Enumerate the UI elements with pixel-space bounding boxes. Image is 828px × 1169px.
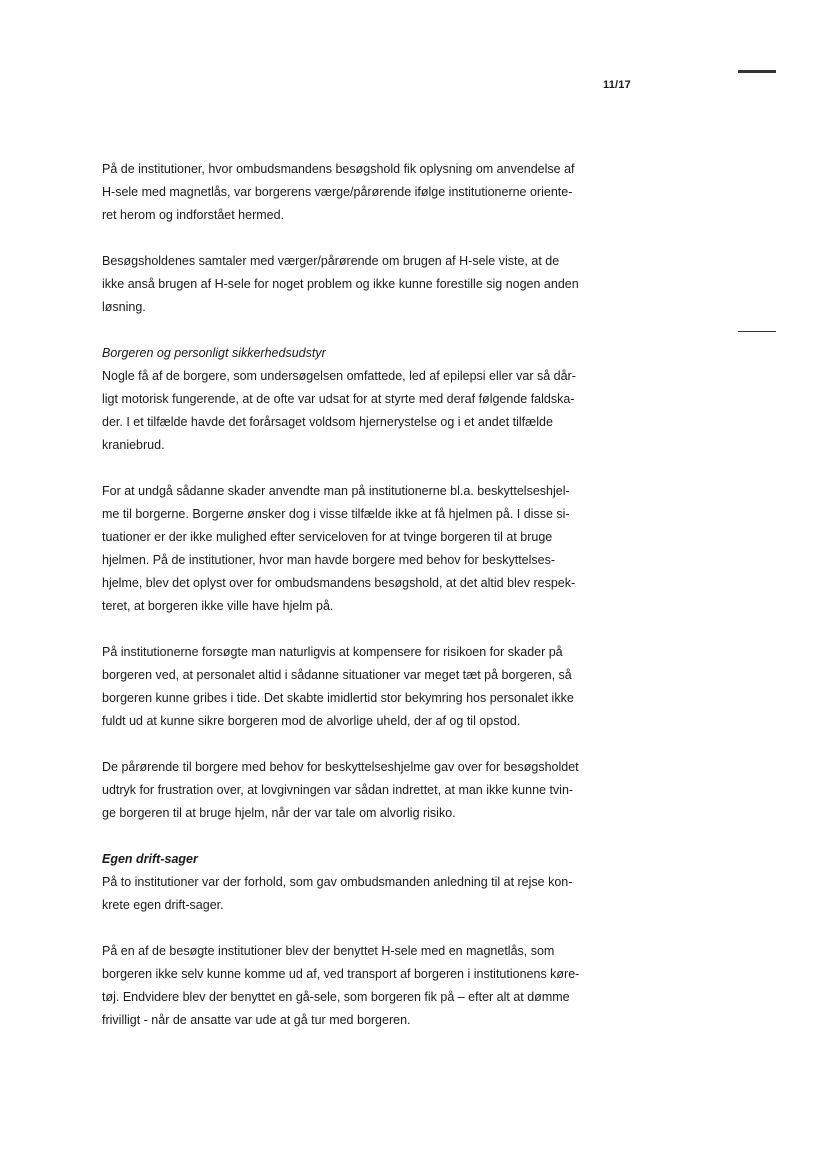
page-number: 11/17 bbox=[603, 79, 631, 91]
paragraph bbox=[102, 342, 614, 457]
margin-mark bbox=[738, 70, 776, 73]
paragraph bbox=[102, 756, 614, 825]
text-line: For at undgå sådanne skader anvendte man på institutionerne bl.a. beskyttelseshjel- bbox=[102, 484, 570, 498]
paragraph bbox=[102, 641, 614, 733]
text-line: ret herom og indforstået hermed. bbox=[102, 208, 285, 222]
text-line: tøj. Endvidere blev der benyttet en gå-sele, som borgeren fik på – efter alt at dømme bbox=[102, 990, 570, 1004]
margin-mark bbox=[738, 331, 776, 332]
text-line: hjelme, blev det oplyst over for ombudsmandens besøgshold, at det altid blev respek- bbox=[102, 576, 576, 590]
text-line: På en af de besøgte institutioner blev der benyttet H-sele med en magnetlås, som bbox=[102, 944, 555, 958]
text-line: løsning. bbox=[102, 300, 146, 314]
text-line: ligt motorisk fungerende, at de ofte var udsat for at styrte med deraf følgende faldska- bbox=[102, 392, 575, 406]
text-line: borgeren ved, at personalet altid i sådanne situationer var meget tæt på borgeren, så bbox=[102, 668, 572, 682]
paragraph bbox=[102, 480, 614, 618]
text-line: ikke anså brugen af H-sele for noget problem og ikke kunne forestille sig nogen anden bbox=[102, 277, 579, 291]
text-line: borgeren ikke selv kunne komme ud af, ved transport af borgeren i institutionens køre- bbox=[102, 967, 580, 981]
text-line: Nogle få af de borgere, som undersøgelsen omfattede, led af epilepsi eller var så dår- bbox=[102, 369, 576, 383]
text-line: H-sele med magnetlås, var borgerens værge/pårørende ifølge institutionerne oriente- bbox=[102, 185, 573, 199]
section-heading: Borgeren og personligt sikkerhedsudstyr bbox=[102, 346, 326, 360]
paragraph bbox=[102, 250, 614, 319]
text-line: udtryk for frustration over, at lovgivningen var sådan indrettet, at man ikke kunne tvin- bbox=[102, 783, 574, 797]
text-line: frivilligt - når de ansatte var ude at gå tur med borgeren. bbox=[102, 1013, 411, 1027]
text-line: teret, at borgeren ikke ville have hjelm på. bbox=[102, 599, 334, 613]
text-line: krete egen drift-sager. bbox=[102, 898, 224, 912]
paragraph bbox=[102, 158, 614, 227]
text-line: me til borgerne. Borgerne ønsker dog i visse tilfælde ikke at få hjelmen på. I disse si- bbox=[102, 507, 570, 521]
text-line: De pårørende til borgere med behov for beskyttelseshjelme gav over for besøgsholdet bbox=[102, 760, 579, 774]
text-line: borgeren kunne gribes i tide. Det skabte imidlertid stor bekymring hos personalet ikke bbox=[102, 691, 574, 705]
section-heading: Egen drift-sager bbox=[102, 852, 198, 866]
paragraph bbox=[102, 848, 614, 917]
paragraph bbox=[102, 940, 614, 1032]
text-line: På to institutioner var der forhold, som gav ombudsmanden anledning til at rejse kon- bbox=[102, 875, 573, 889]
text-line: tuationer er der ikke mulighed efter serviceloven for at tvinge borgeren til at bruge bbox=[102, 530, 553, 544]
text-line: kraniebrud. bbox=[102, 438, 165, 452]
text-line: På institutionerne forsøgte man naturligvis at kompensere for risikoen for skader på bbox=[102, 645, 563, 659]
document-body bbox=[102, 158, 614, 1055]
text-line: ge borgeren til at bruge hjelm, når der var tale om alvorlig risiko. bbox=[102, 806, 456, 820]
text-line: Besøgsholdenes samtaler med værger/pårørende om brugen af H-sele viste, at de bbox=[102, 254, 560, 268]
text-line: fuldt ud at kunne sikre borgeren mod de alvorlige uheld, der af og til opstod. bbox=[102, 714, 521, 728]
text-line: På de institutioner, hvor ombudsmandens besøgshold fik oplysning om anvendelse af bbox=[102, 162, 575, 176]
text-line: hjelmen. På de institutioner, hvor man havde borgere med behov for beskyttelses- bbox=[102, 553, 556, 567]
text-line: der. I et tilfælde havde det forårsaget voldsom hjernerystelse og i et andet tilfælde bbox=[102, 415, 553, 429]
